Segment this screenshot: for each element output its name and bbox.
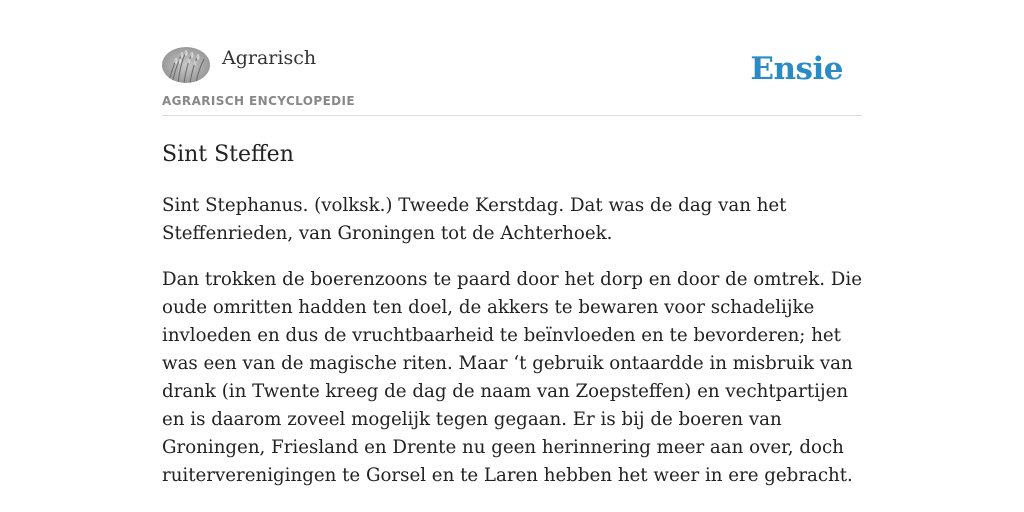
page-title: Sint Steffen (162, 142, 294, 167)
wheat-image-icon[interactable] (162, 47, 210, 83)
ensie-logo[interactable]: Ensie (750, 51, 843, 87)
article-paragraph: Sint Stephanus. (volksk.) Tweede Kerstdag. Dat was de dag van het Steffenrieden, van Groningen tot de Achterhoek. (162, 195, 787, 244)
article-paragraph: Dan trokken de boerenzoons te paard door het dorp en door de omtrek. Die oude omritten hadden ten doel, de akkers te bewaren voor schadelijke invloeden en dus de vruchtbaarheid te beïnvloeden en te bevorderen; het was een van de magische riten. Maar ‘t gebruik ontaardde in misbruik van drank (in Twente kreeg de dag de naam van Zoepsteffen) en vechtpartijen en is daarom zoveel mogelijk tegen gegaan. Er is bij de boeren van Groningen, Friesland en Drente nu geen herinnering meer aan over, doch ruiterverenigingen te Gorsel en te Laren hebben het weer in ere gebracht. (162, 269, 862, 486)
brand-name[interactable]: Agrarisch (222, 47, 317, 69)
brand-subtitle: AGRARISCH ENCYCLOPEDIE (162, 94, 355, 108)
page (162, 0, 862, 486)
article-body (162, 192, 862, 508)
header (162, 0, 862, 116)
